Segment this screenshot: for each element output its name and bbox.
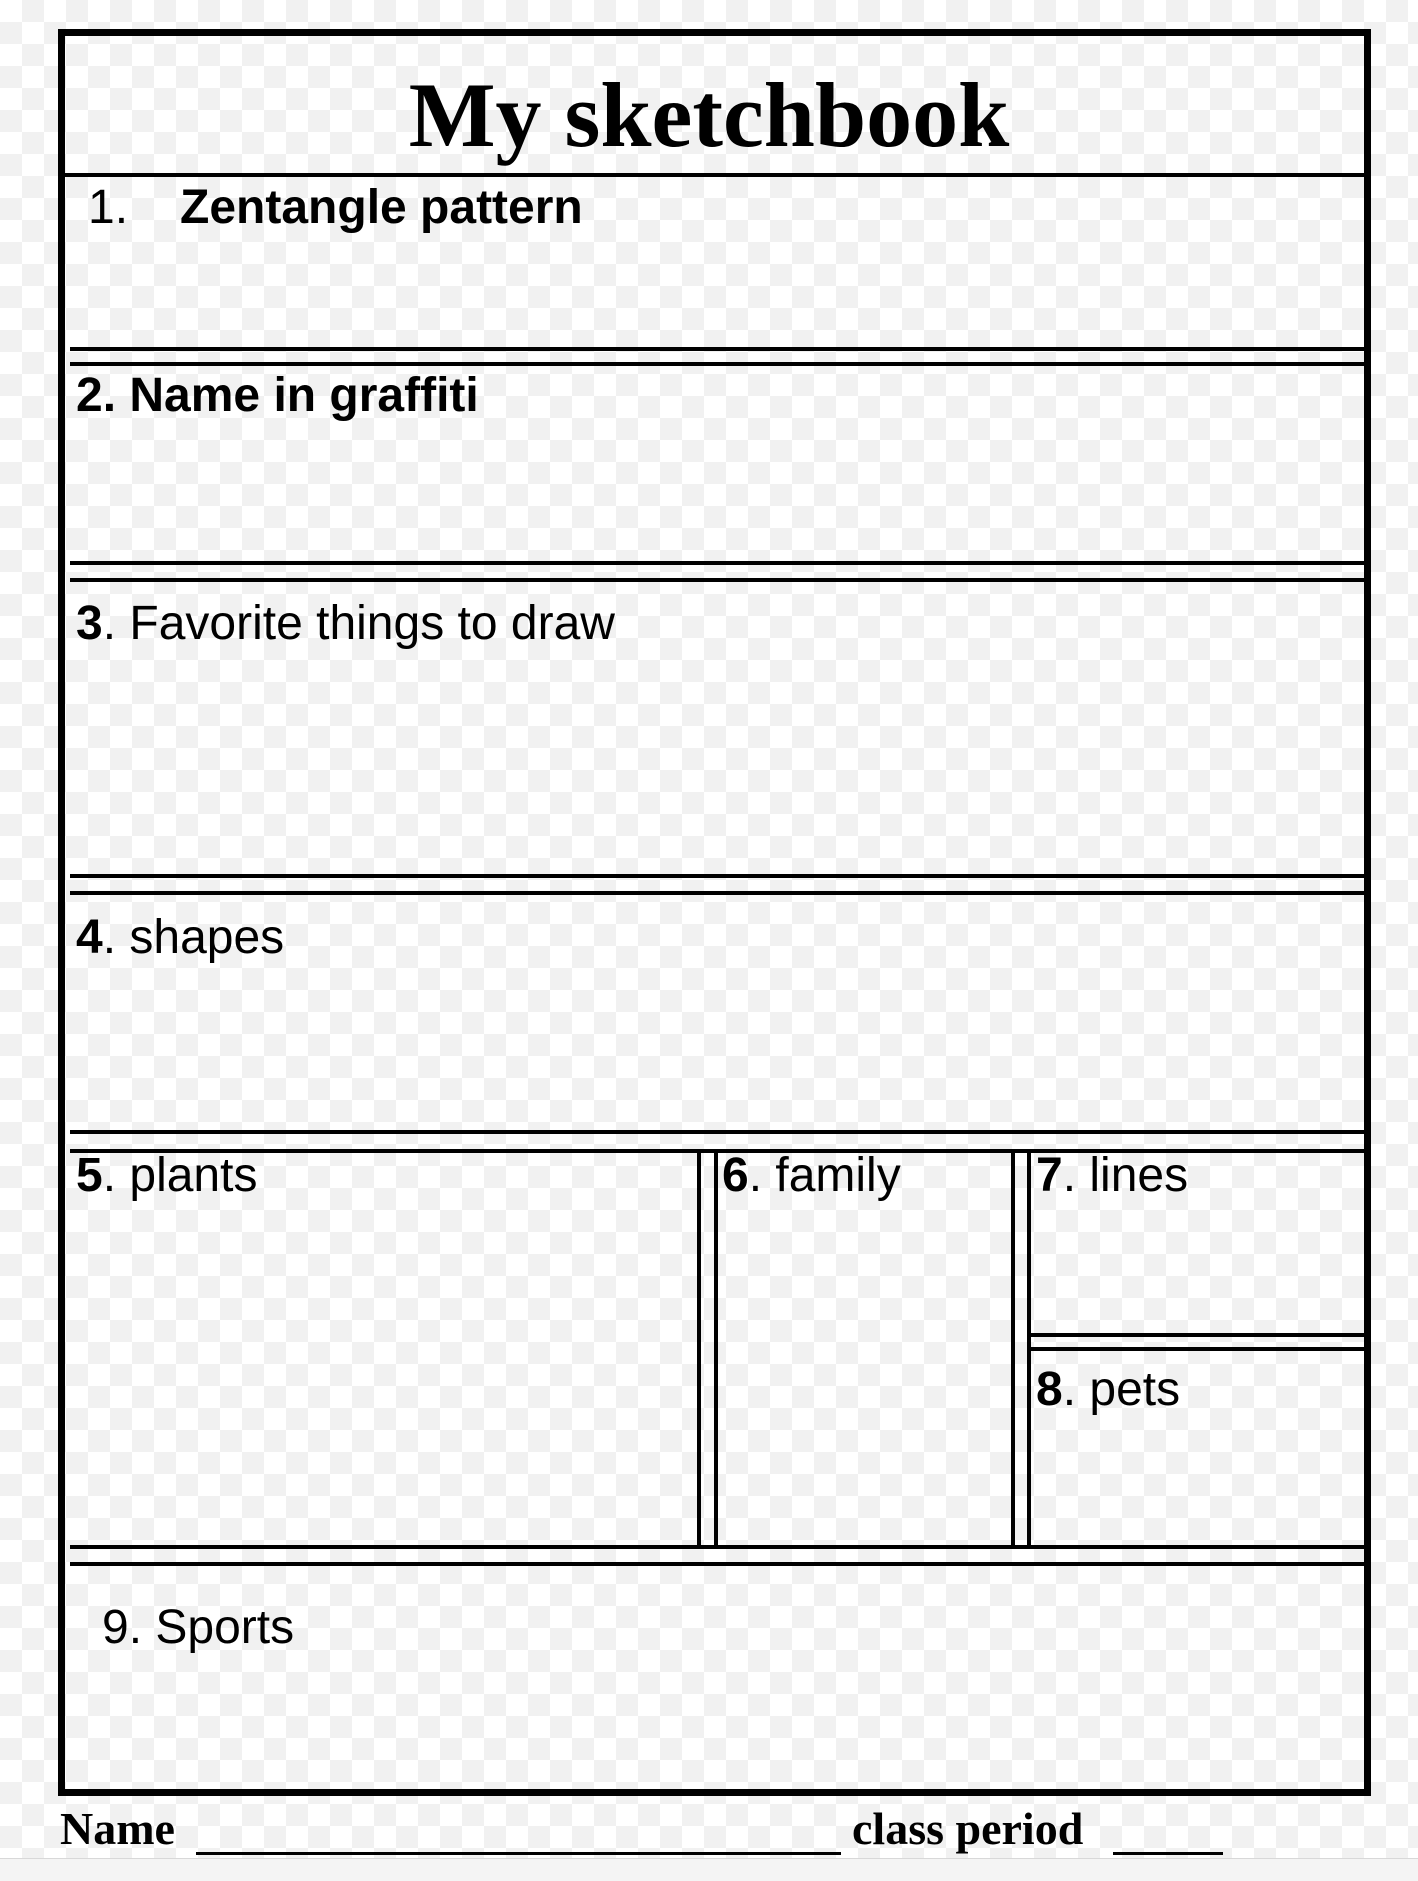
divider-family-lines-right [1027, 1153, 1031, 1545]
divider-2-lower [70, 578, 1364, 582]
section-number: 4 [76, 911, 103, 964]
class-period-label: class period [852, 1803, 1084, 1854]
section-label-zentangle [88, 180, 583, 236]
section-number: 1. [88, 181, 129, 234]
divider-plants-family-right [714, 1153, 718, 1545]
divider-4-upper [70, 1130, 1364, 1134]
section-number: 8 [1036, 1363, 1063, 1416]
divider-2-upper [70, 561, 1364, 565]
section-title: . plants [102, 1149, 258, 1202]
section-label-pets [1036, 1362, 1180, 1418]
divider-lines-pets-upper [1027, 1333, 1364, 1337]
section-label-sports [102, 1600, 294, 1656]
section-number: 6 [722, 1149, 749, 1202]
section-label-plants [76, 1148, 257, 1204]
divider-1-upper [70, 347, 1364, 351]
name-blank-line[interactable] [196, 1852, 841, 1855]
section-title: . lines [1062, 1149, 1189, 1202]
divider-3-upper [70, 874, 1364, 878]
divider-lines-pets-lower [1027, 1347, 1364, 1351]
divider-plants-family-left [697, 1153, 701, 1545]
section-label-lines [1036, 1148, 1188, 1204]
section-number: 9. [102, 1601, 143, 1654]
section-label-favorite-things [76, 596, 615, 652]
divider-family-lines-left [1011, 1153, 1015, 1545]
section-number: 7 [1036, 1149, 1063, 1202]
section-title: . Favorite things to draw [102, 597, 615, 650]
name-label: Name [60, 1803, 175, 1854]
section-title: . pets [1062, 1363, 1181, 1416]
divider-5-lower [70, 1562, 1364, 1566]
divider-5-upper [70, 1545, 1364, 1549]
page-title: My sketchbook [408, 64, 1010, 166]
section-title: . shapes [102, 911, 285, 964]
section-number: 5 [76, 1149, 103, 1202]
section-label-shapes [76, 910, 284, 966]
divider-1-lower [70, 362, 1364, 366]
section-title: Name in graffiti [116, 369, 479, 422]
divider-3-lower [70, 891, 1364, 895]
section-label-family [722, 1148, 901, 1204]
section-title: Sports [142, 1601, 295, 1654]
divider-title [65, 173, 1364, 177]
section-title: . family [748, 1149, 901, 1202]
section-title: Zentangle pattern [180, 181, 583, 234]
section-label-graffiti [76, 368, 479, 424]
bottom-strip [0, 1858, 1418, 1881]
section-number: 3 [76, 597, 103, 650]
class-period-blank-line[interactable] [1113, 1852, 1223, 1855]
section-number: 2. [76, 369, 117, 422]
